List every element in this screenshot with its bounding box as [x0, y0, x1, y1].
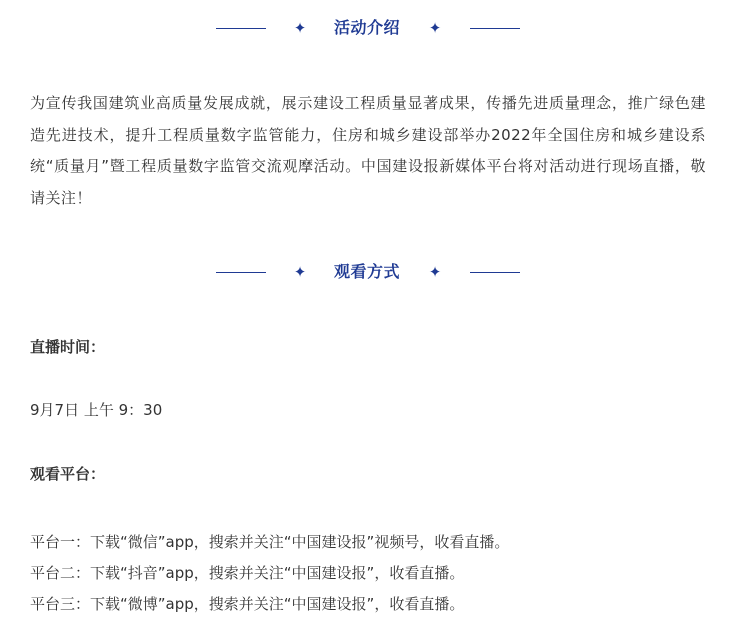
sparkle-star-icon: ✦ — [428, 19, 442, 37]
sparkle-star-icon: ✦ — [428, 263, 442, 281]
section-title-intro: 活动介绍 — [333, 18, 400, 37]
platform-label: 观看平台： — [30, 465, 106, 483]
platform-item-weibo: 平台三：下载“微博”app，搜索并关注“中国建设报”，收看直播。 — [30, 595, 465, 613]
platform-item-douyin: 平台二：下载“抖音”app，搜索并关注“中国建设报”，收看直播。 — [30, 564, 465, 582]
section-header-watch — [0, 261, 733, 285]
section-title-watch: 观看方式 — [333, 262, 400, 281]
sparkle-star-icon: ✦ — [293, 19, 307, 37]
divider-line-left — [216, 28, 266, 29]
divider-line-right — [470, 28, 520, 29]
section-header-intro — [0, 17, 733, 41]
intro-paragraph: 为宣传我国建筑业高质量发展成就，展示建设工程质量显著成果，传播先进质量理念，推广绿色建造先进技术，提升工程质量数字监管能力，住房和城乡建设部举办2022年全国住房和城乡建设系统“质量月”暨工程质量数字监管交流观摩活动。中国建设报新媒体平台将对活动进行现场直播，敬请关注！ — [30, 94, 706, 207]
divider-line-right — [470, 272, 520, 273]
sparkle-star-icon: ✦ — [293, 263, 307, 281]
live-time-label: 直播时间： — [30, 338, 106, 356]
divider-line-left — [216, 272, 266, 273]
platform-list — [30, 527, 509, 620]
platform-item-wechat: 平台一：下载“微信”app，搜索并关注“中国建设报”视频号，收看直播。 — [30, 533, 510, 551]
live-time-value: 9月7日 上午 9：30 — [30, 401, 163, 419]
